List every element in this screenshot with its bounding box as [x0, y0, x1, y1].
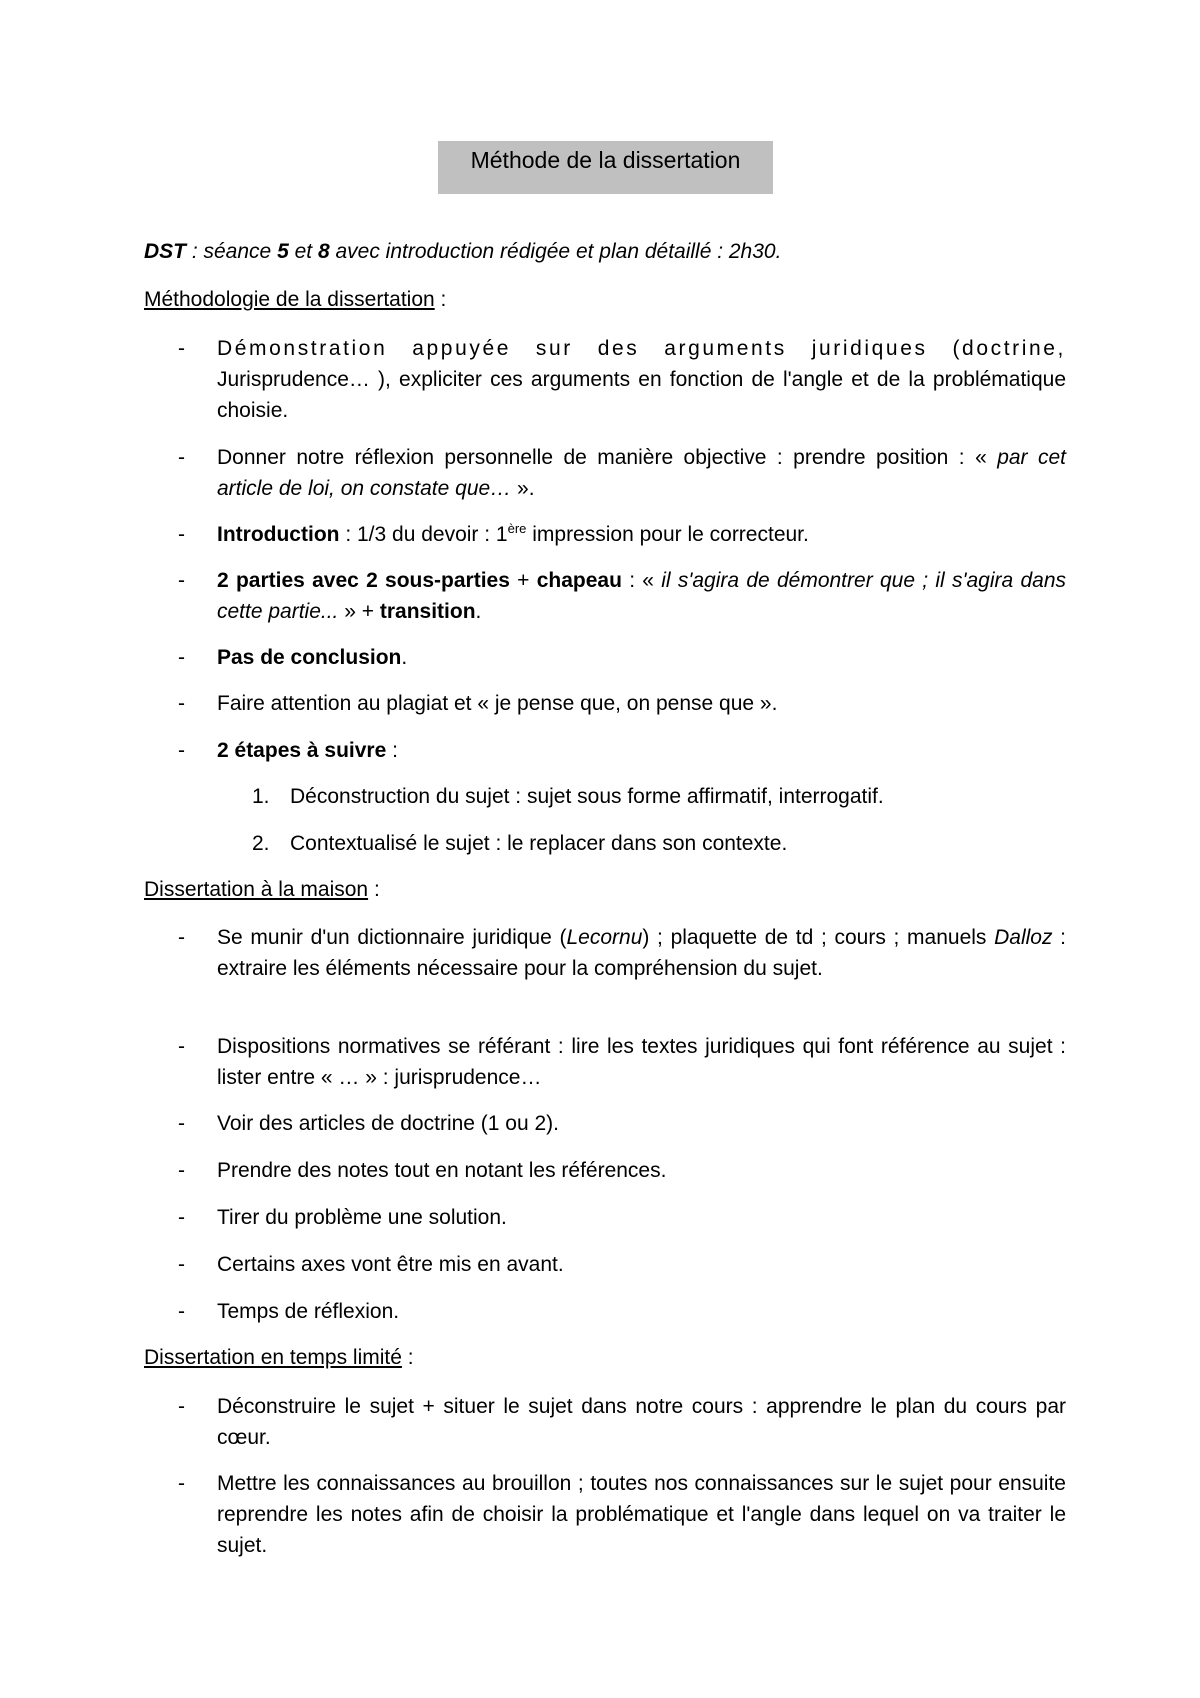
numbered-step: 2. Contextualisé le sujet : le replacer dans son contexte. [252, 832, 788, 855]
dash-bullet: - [178, 646, 185, 669]
section-heading-methodology: Méthodologie de la dissertation : [144, 288, 447, 311]
dash-bullet: - [178, 1395, 185, 1418]
list-item: - Pas de conclusion. [178, 642, 1066, 673]
dash-bullet: - [178, 337, 185, 360]
list-item: - Se munir d'un dictionnaire juridique (Lecornu) ; plaquette de td ; cours ; manuels Dalloz : extraire les éléments nécessaire pour la compréhension du sujet. [178, 922, 1066, 984]
page-title: Méthode de la dissertation [470, 147, 741, 173]
dash-bullet: - [178, 569, 185, 592]
dash-bullet: - [178, 1112, 185, 1135]
dash-bullet: - [178, 1300, 185, 1323]
list-item: - Temps de réflexion. [178, 1296, 1066, 1327]
dash-bullet: - [178, 1253, 185, 1276]
dash-bullet: - [178, 692, 185, 715]
dash-bullet: - [178, 739, 185, 762]
section-heading-home: Dissertation à la maison : [144, 878, 380, 901]
list-item: - Certains axes vont être mis en avant. [178, 1249, 1066, 1280]
list-item: - Donner notre réflexion personnelle de manière objective : prendre position : « par cet article de loi, on constate que… ». [178, 442, 1066, 504]
dash-bullet: - [178, 446, 185, 469]
dst-line: DST : séance 5 et 8 avec introduction rédigée et plan détaillé : 2h30. [144, 240, 782, 263]
dash-bullet: - [178, 1159, 185, 1182]
dash-bullet: - [178, 523, 185, 546]
list-item: - Faire attention au plagiat et « je pense que, on pense que ». [178, 688, 1066, 719]
list-item: - Dispositions normatives se référant : lire les textes juridiques qui font référence au sujet : lister entre « … » : jurisprudence… [178, 1031, 1066, 1093]
list-item: - Voir des articles de doctrine (1 ou 2). [178, 1108, 1066, 1139]
list-item: - Déconstruire le sujet + situer le sujet dans notre cours : apprendre le plan du cours par cœur. [178, 1391, 1066, 1453]
list-item: - Tirer du problème une solution. [178, 1202, 1066, 1233]
title-box [438, 141, 773, 194]
dst-label: DST [144, 240, 186, 263]
list-item: - Prendre des notes tout en notant les références. [178, 1155, 1066, 1186]
list-item: - 2 étapes à suivre : [178, 735, 1066, 766]
list-item: - Introduction : 1/3 du devoir : 1ère impression pour le correcteur. [178, 519, 1066, 550]
dash-bullet: - [178, 1035, 185, 1058]
section-heading-timed: Dissertation en temps limité : [144, 1346, 414, 1369]
dash-bullet: - [178, 1472, 185, 1495]
list-item: - Démonstration appuyée sur des arguments juridiques (doctrine, Jurisprudence… ), expliciter ces arguments en fonction de l'angle et de la problématique choisie. [178, 333, 1066, 426]
dash-bullet: - [178, 926, 185, 949]
list-item: - Mettre les connaissances au brouillon ; toutes nos connaissances sur le sujet pour ensuite reprendre les notes afin de choisir la problématique et l'angle dans lequel on va traiter le sujet. [178, 1468, 1066, 1561]
dash-bullet: - [178, 1206, 185, 1229]
numbered-step: 1. Déconstruction du sujet : sujet sous forme affirmatif, interrogatif. [252, 785, 884, 808]
list-item: - 2 parties avec 2 sous-parties + chapeau : « il s'agira de démontrer que ; il s'agira dans cette partie... » + transition. [178, 565, 1066, 627]
